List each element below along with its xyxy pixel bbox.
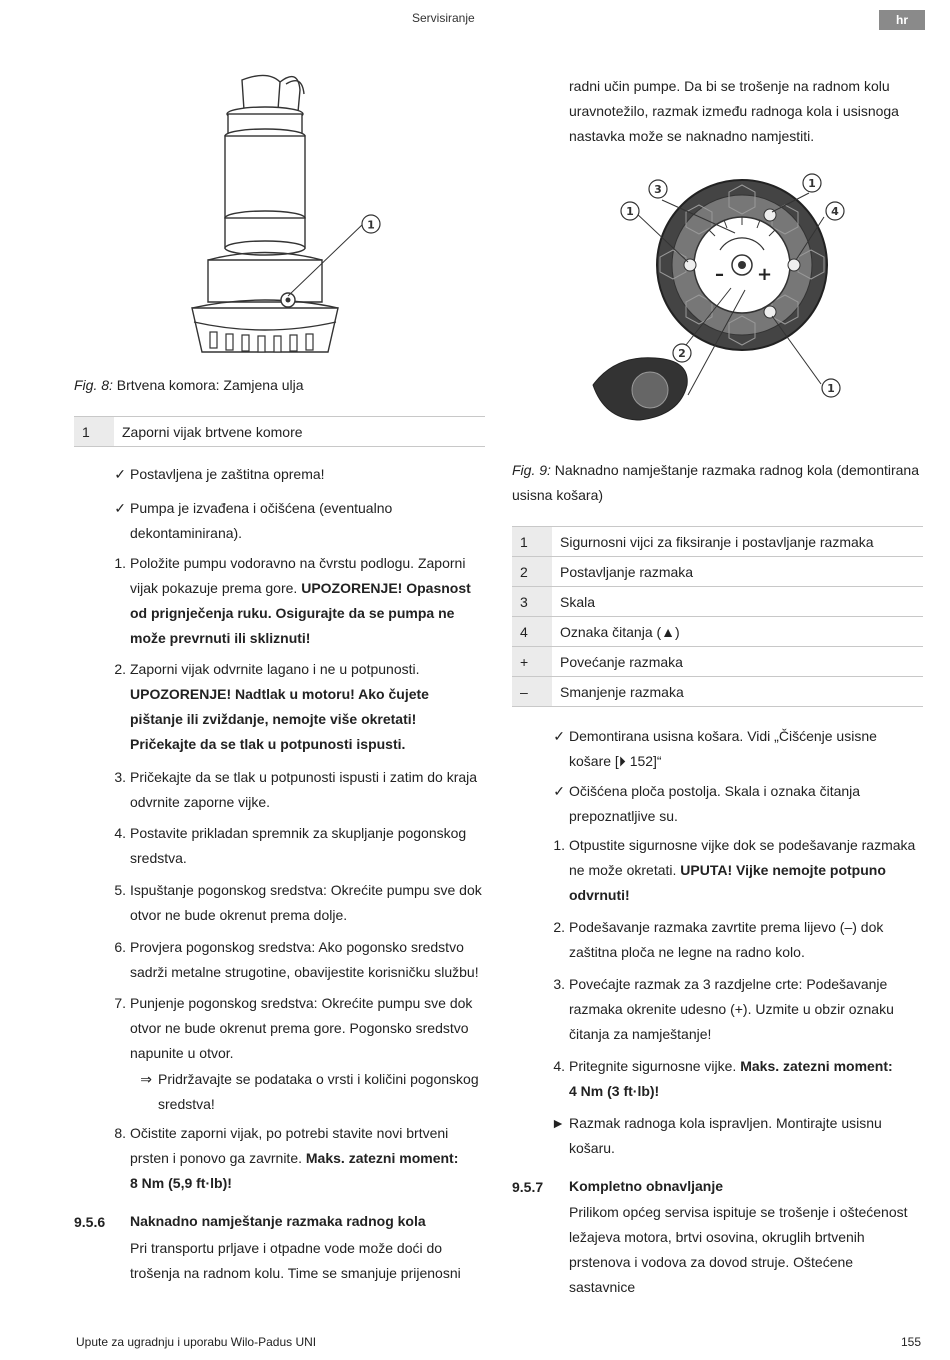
legend-text: Zaporni vijak brtvene komore <box>114 417 485 447</box>
fig9-legend-table <box>512 526 923 707</box>
legend-key: 1 <box>512 527 552 557</box>
svg-text:+: + <box>757 264 773 285</box>
step-item <box>553 972 904 1047</box>
fig9-callout-2: 2 <box>678 347 686 360</box>
section-title: Naknadno namještanje razmaka radnog kola <box>130 1213 426 1229</box>
result-item <box>140 1067 488 1117</box>
fig9-callout-3: 3 <box>654 183 662 196</box>
step-text: Podešavanje razmaka zavrtite prema lijevo (–) dok zaštitna ploča ne legne na radno kolo. <box>569 919 884 960</box>
legend-text: Smanjenje razmaka <box>552 677 923 707</box>
step-item <box>114 878 485 928</box>
svg-text:–: – <box>715 264 724 285</box>
step-text: Ispuštanje pogonskog sredstva: Okrećite pumpu sve dok otvor ne bude okrenut prema dolje. <box>130 882 482 923</box>
step-number: 2. <box>114 661 126 677</box>
step-torque: Maks. zatezni moment: 4 Nm (3 ft·lb)! <box>569 1058 893 1099</box>
legend-row <box>512 557 923 587</box>
section-number: 9.5.7 <box>512 1179 544 1195</box>
result-text: Razmak radnoga kola ispravljen. Montirajte usisnu košaru. <box>569 1115 882 1156</box>
result-item <box>551 1111 899 1161</box>
step-number: 4. <box>553 1058 565 1074</box>
fig8-caption-text: Brtvena komora: Zamjena ulja <box>116 377 304 393</box>
step-number: 3. <box>553 976 565 992</box>
legend-row <box>512 527 923 557</box>
section-number: 9.5.6 <box>74 1214 106 1230</box>
step-item <box>553 1054 904 1104</box>
step-warning: UPOZORENJE! Nadtlak u motoru! Ako čujete pištanje ili zviždanje, nemojte više okretati! Pričekajte da se tlak u potpunosti ispusti. <box>130 686 429 752</box>
right-intro-text: radni učin pumpe. Da bi se trošenje na radnom kolu uravnotežilo, razmak između radnoga kola i usisnoga nastavka može se naknadno namjestiti. <box>569 78 899 144</box>
step-item <box>114 821 485 871</box>
step-text: Punjenje pogonskog sredstva: Okrećite pumpu sve dok otvor ne bude okrenut prema gore. Pogonsko sredstvo napunite u otvor. <box>130 995 473 1061</box>
step-item <box>114 1121 470 1196</box>
step-item <box>114 551 485 651</box>
step-text: Otpustite sigurnosne vijke dok se podešavanje razmaka ne može okretati. <box>569 837 916 878</box>
step-text: Pritegnite sigurnosne vijke. <box>569 1058 737 1074</box>
fig9-caption <box>512 458 922 508</box>
result-arrow-icon: ► <box>551 1115 565 1131</box>
step-number: 7. <box>114 995 126 1011</box>
section-text: Prilikom općeg servisa ispituje se trošenje i oštećenost ležajeva motora, brtvi osovina, okruglih brtvenih prstenova i vodova za dovod struje. Oštećene sastavnice <box>569 1204 908 1295</box>
step-number: 5. <box>114 882 126 898</box>
legend-text: Povećanje razmaka <box>552 647 923 677</box>
step-item <box>114 991 485 1066</box>
check-text: Demontirana usisna košara. Vidi „Čišćenje usisne košare [⏵ 152]“ <box>569 728 877 769</box>
legend-text: Sigurnosni vijci za fiksiranje i postavljanje razmaka <box>552 527 923 557</box>
legend-row <box>74 417 485 447</box>
legend-row <box>512 617 923 647</box>
section-text: Pri transportu prljave i otpadne vode može doći do trošenja na radnom kolu. Time se smanjuje prijenosni <box>130 1240 461 1281</box>
legend-row <box>512 647 923 677</box>
checkmark-icon: ✓ <box>114 466 126 482</box>
check-text: Pumpa je izvađena i očišćena (eventualno dekontaminirana). <box>130 500 393 541</box>
check-item <box>114 462 490 487</box>
step-item <box>553 833 917 908</box>
step-item <box>114 935 490 985</box>
step-item <box>114 765 485 815</box>
fig8-caption-label: Fig. 8: <box>74 377 113 393</box>
section-title: Kompletno obnavljanje <box>569 1178 724 1194</box>
step-text: Zaporni vijak odvrnite lagano i ne u potpunosti. <box>130 661 420 677</box>
check-item <box>114 496 490 546</box>
check-item <box>553 779 914 829</box>
fig8-callout-1: 1 <box>367 218 375 232</box>
fig9-impeller-illustration <box>585 170 850 440</box>
checkmark-icon: ✓ <box>553 728 565 744</box>
step-item <box>553 915 899 965</box>
step-text: Povećajte razmak za 3 razdjelne crte: Podešavanje razmaka okrenite udesno (+). Uzmite u obzir oznaku čitanja za namještanje! <box>569 976 894 1042</box>
legend-key: 2 <box>512 557 552 587</box>
page-number: 155 <box>900 1335 921 1349</box>
step-torque: Maks. zatezni moment: 8 Nm (5,9 ft·lb)! <box>130 1150 459 1191</box>
step-text: Položite pumpu vodoravno na čvrstu podlogu. Zaporni vijak pokazuje prema gore. <box>130 555 466 596</box>
step-number: 2. <box>553 919 565 935</box>
legend-text: Postavljanje razmaka <box>552 557 923 587</box>
legend-row <box>512 677 923 707</box>
step-number: 1. <box>553 837 565 853</box>
fig9-callout-1: 1 <box>808 177 816 190</box>
language-badge: hr <box>879 10 925 30</box>
fig8-pump-illustration <box>180 70 400 360</box>
footer-doc-title: Upute za ugradnju i uporabu Wilo-Padus UNI <box>76 1335 317 1349</box>
fig9-caption-text: Naknadno namještanje razmaka radnog kola (demontirana usisna košara) <box>512 462 920 503</box>
result-arrow-icon: ⇒ <box>140 1071 152 1087</box>
step-warning: UPOZORENJE! Opasnost od prignječenja ruku. Osigurajte da se pumpa ne može prevrnuti ili skliznuti! <box>130 580 471 646</box>
check-text: Očišćena ploča postolja. Skala i oznaka čitanja prepoznatljive su. <box>569 783 861 824</box>
fig8-legend-table <box>74 416 485 447</box>
step-text: Očistite zaporni vijak, po potrebi stavite novi brtveni prsten i ponovo ga zavrnite. <box>130 1125 449 1166</box>
check-text: Postavljena je zaštitna oprema! <box>130 466 325 482</box>
legend-key: 3 <box>512 587 552 617</box>
legend-key: + <box>512 647 552 677</box>
step-number: 4. <box>114 825 126 841</box>
checkmark-icon: ✓ <box>553 783 565 799</box>
fig9-callout-1: 1 <box>626 205 634 218</box>
step-number: 6. <box>114 939 126 955</box>
check-item <box>553 724 921 774</box>
fig8-caption <box>74 373 494 398</box>
header-section-title: Servisiranje <box>412 11 475 25</box>
fig9-callout-1: 1 <box>827 382 835 395</box>
legend-key: 4 <box>512 617 552 647</box>
step-text: Postavite prikladan spremnik za skupljanje pogonskog sredstva. <box>130 825 467 866</box>
checkmark-icon: ✓ <box>114 500 126 516</box>
step-item <box>114 657 485 757</box>
legend-key: – <box>512 677 552 707</box>
step-note: UPUTA! Vijke nemojte potpuno odvrnuti! <box>569 862 886 903</box>
legend-row <box>512 587 923 617</box>
result-text: Pridržavajte se podataka o vrsti i količini pogonskog sredstva! <box>158 1071 479 1112</box>
legend-text: Skala <box>552 587 923 617</box>
legend-text: Oznaka čitanja (▲) <box>552 617 923 647</box>
step-number: 1. <box>114 555 126 571</box>
step-text: Pričekajte da se tlak u potpunosti ispusti i zatim do kraja odvrnite zaporne vijke. <box>130 769 478 810</box>
fig9-callout-4: 4 <box>831 205 839 218</box>
fig9-caption-label: Fig. 9: <box>512 462 551 478</box>
step-number: 8. <box>114 1125 126 1141</box>
step-text: Provjera pogonskog sredstva: Ako pogonsko sredstvo sadrži metalne strugotine, obavijestite korisničku službu! <box>130 939 479 980</box>
step-number: 3. <box>114 769 126 785</box>
legend-key: 1 <box>74 417 114 447</box>
